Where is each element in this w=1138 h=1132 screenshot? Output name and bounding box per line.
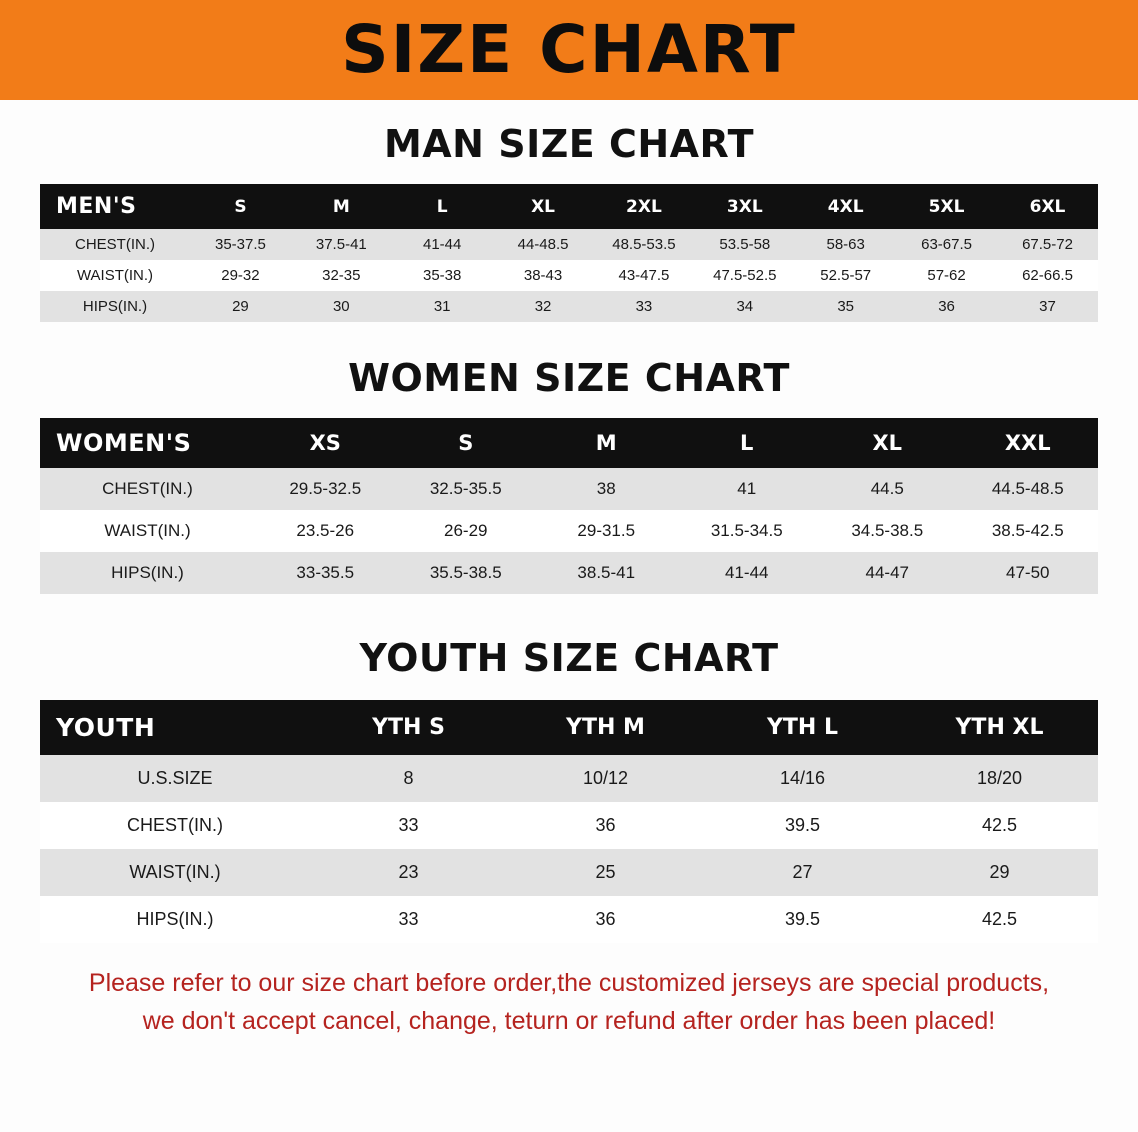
column-header: 3XL: [694, 184, 795, 229]
table-cell: 67.5-72: [997, 229, 1098, 260]
table-cell: 38.5-42.5: [958, 510, 1099, 552]
row-header: WAIST(IN.): [40, 260, 190, 291]
row-header: CHEST(IN.): [40, 802, 310, 849]
table-cell: 41-44: [677, 552, 818, 594]
table-cell: 23: [310, 849, 507, 896]
table-cell: 30: [291, 291, 392, 322]
column-header: YTH M: [507, 700, 704, 755]
column-header: XXL: [958, 418, 1099, 468]
column-header: MEN'S: [40, 184, 190, 229]
table-cell: 35-38: [392, 260, 493, 291]
women-table-wrap: [40, 418, 1098, 594]
table-cell: 38: [536, 468, 677, 510]
table-cell: 31.5-34.5: [677, 510, 818, 552]
table-cell: 34.5-38.5: [817, 510, 958, 552]
table-cell: 44-48.5: [493, 229, 594, 260]
column-header: YOUTH: [40, 700, 310, 755]
column-header: L: [392, 184, 493, 229]
table-cell: 37: [997, 291, 1098, 322]
row-header: CHEST(IN.): [40, 468, 255, 510]
note-line-2: we don't accept cancel, change, teturn or refund after order has been placed!: [142, 1006, 996, 1035]
table-cell: 44.5: [817, 468, 958, 510]
table-cell: 58-63: [795, 229, 896, 260]
table-cell: 27: [704, 849, 901, 896]
note-line-1: Please refer to our size chart before order,the customized jerseys are special products,: [88, 969, 1050, 997]
column-header: YTH S: [310, 700, 507, 755]
column-header: L: [677, 418, 818, 468]
table-row: [40, 229, 1098, 260]
table-cell: 8: [310, 755, 507, 802]
row-header: HIPS(IN.): [40, 291, 190, 322]
man-table-body: [40, 229, 1098, 322]
youth-table-wrap: [40, 700, 1098, 943]
table-cell: 39.5: [704, 896, 901, 943]
table-header-row: [40, 184, 1098, 229]
table-cell: 26-29: [396, 510, 537, 552]
table-row: [40, 510, 1098, 552]
table-cell: 57-62: [896, 260, 997, 291]
table-cell: 23.5-26: [255, 510, 396, 552]
table-cell: 10/12: [507, 755, 704, 802]
table-row: [40, 849, 1098, 896]
column-header: WOMEN'S: [40, 418, 255, 468]
youth-section-title: YOUTH SIZE CHART: [359, 636, 779, 680]
table-cell: 44-47: [817, 552, 958, 594]
table-cell: 43-47.5: [594, 260, 695, 291]
column-header: XL: [817, 418, 958, 468]
row-header: WAIST(IN.): [40, 849, 310, 896]
table-cell: 38-43: [493, 260, 594, 291]
table-cell: 35: [795, 291, 896, 322]
column-header: M: [291, 184, 392, 229]
table-cell: 53.5-58: [694, 229, 795, 260]
column-header: 2XL: [594, 184, 695, 229]
table-cell: 29: [190, 291, 291, 322]
table-cell: 63-67.5: [896, 229, 997, 260]
table-row: [40, 552, 1098, 594]
row-header: WAIST(IN.): [40, 510, 255, 552]
column-header: XS: [255, 418, 396, 468]
table-cell: 33-35.5: [255, 552, 396, 594]
column-header: 4XL: [795, 184, 896, 229]
table-row: [40, 468, 1098, 510]
table-cell: 35.5-38.5: [396, 552, 537, 594]
row-header: HIPS(IN.): [40, 552, 255, 594]
man-table-head: [40, 184, 1098, 229]
table-cell: 39.5: [704, 802, 901, 849]
women-table-head: [40, 418, 1098, 468]
table-cell: 18/20: [901, 755, 1098, 802]
table-row: [40, 755, 1098, 802]
table-cell: 32.5-35.5: [396, 468, 537, 510]
table-cell: 29: [901, 849, 1098, 896]
table-cell: 32: [493, 291, 594, 322]
column-header: XL: [493, 184, 594, 229]
table-cell: 47-50: [958, 552, 1099, 594]
table-cell: 36: [507, 896, 704, 943]
column-header: S: [190, 184, 291, 229]
table-cell: 33: [594, 291, 695, 322]
column-header: 5XL: [896, 184, 997, 229]
table-cell: 62-66.5: [997, 260, 1098, 291]
table-cell: 34: [694, 291, 795, 322]
women-size-table: [40, 418, 1098, 594]
disclaimer-note: [36, 965, 1102, 1040]
table-cell: 41-44: [392, 229, 493, 260]
man-section-title: MAN SIZE CHART: [383, 122, 755, 166]
table-header-row: [40, 418, 1098, 468]
youth-table-body: [40, 755, 1098, 943]
column-header: 6XL: [997, 184, 1098, 229]
table-cell: 42.5: [901, 896, 1098, 943]
table-cell: 29-31.5: [536, 510, 677, 552]
table-cell: 36: [507, 802, 704, 849]
banner: [0, 0, 1138, 100]
table-cell: 35-37.5: [190, 229, 291, 260]
table-header-row: [40, 700, 1098, 755]
youth-table-head: [40, 700, 1098, 755]
women-table-body: [40, 468, 1098, 594]
page-title: SIZE CHART: [341, 11, 797, 88]
man-table-wrap: [40, 184, 1098, 322]
table-cell: 29.5-32.5: [255, 468, 396, 510]
table-cell: 52.5-57: [795, 260, 896, 291]
table-cell: 44.5-48.5: [958, 468, 1099, 510]
youth-size-table: [40, 700, 1098, 943]
row-header: U.S.SIZE: [40, 755, 310, 802]
row-header: HIPS(IN.): [40, 896, 310, 943]
table-row: [40, 291, 1098, 322]
table-cell: 48.5-53.5: [594, 229, 695, 260]
table-cell: 14/16: [704, 755, 901, 802]
table-cell: 29-32: [190, 260, 291, 291]
column-header: S: [396, 418, 537, 468]
table-cell: 32-35: [291, 260, 392, 291]
table-cell: 47.5-52.5: [694, 260, 795, 291]
row-header: CHEST(IN.): [40, 229, 190, 260]
table-cell: 38.5-41: [536, 552, 677, 594]
table-cell: 41: [677, 468, 818, 510]
table-cell: 33: [310, 896, 507, 943]
women-section-title: WOMEN SIZE CHART: [348, 356, 790, 400]
column-header: YTH L: [704, 700, 901, 755]
table-cell: 31: [392, 291, 493, 322]
table-row: [40, 802, 1098, 849]
column-header: YTH XL: [901, 700, 1098, 755]
column-header: M: [536, 418, 677, 468]
table-row: [40, 896, 1098, 943]
table-cell: 36: [896, 291, 997, 322]
table-row: [40, 260, 1098, 291]
table-cell: 42.5: [901, 802, 1098, 849]
table-cell: 37.5-41: [291, 229, 392, 260]
table-cell: 25: [507, 849, 704, 896]
man-size-table: [40, 184, 1098, 322]
table-cell: 33: [310, 802, 507, 849]
